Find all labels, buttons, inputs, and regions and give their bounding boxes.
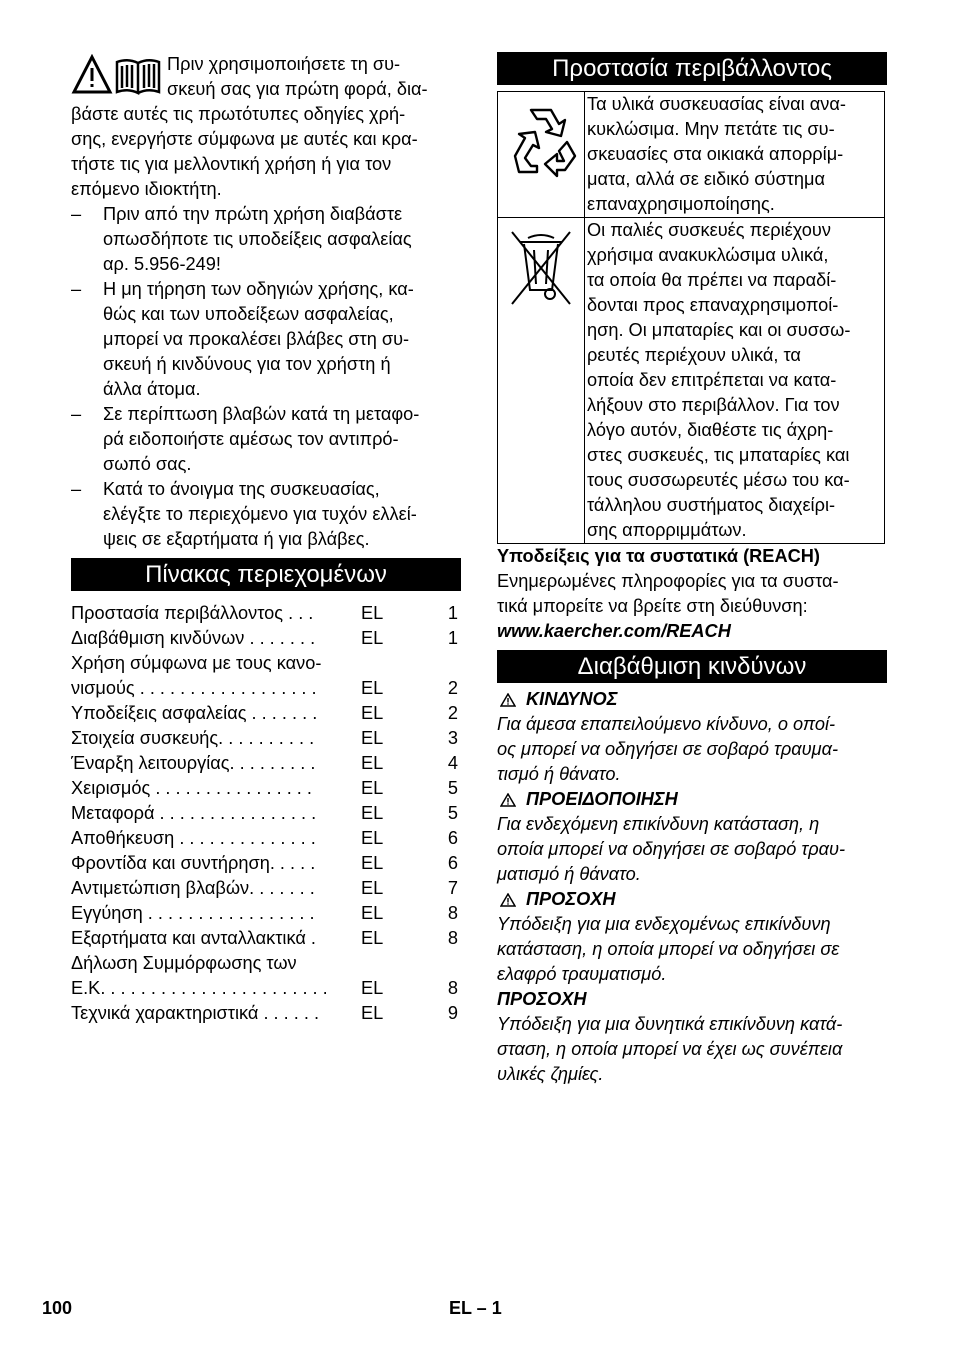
weee-icon-cell	[498, 218, 585, 544]
toc-row[interactable]	[71, 626, 461, 651]
toc-lang: EL	[361, 728, 384, 748]
warning-triangle-icon	[500, 893, 516, 907]
intro-paragraph: Πριν χρησιμοποιήσετε τη συ- σκευή σας για πρώτη φορά, δια- βάστε αυτές τις πρωτότυπες οδηγίες χρή- σης, ενεργήστε σύμφωνα με αυτές και κρα- τήστε τις για μελλοντική χρήση ή για τον επόμενο ιδιοκτήτη.	[71, 54, 428, 199]
toc-leader-dots: . . . . .	[269, 853, 316, 873]
toc-leader-dots: . . . . . . .	[244, 628, 316, 648]
environment-heading: Προστασία περιβάλλοντος	[497, 52, 887, 85]
toc-title: Δήλωση Συμμόρφωσης των Ε.Κ. . . . . . . . . . . . . . . . . . . . . . .	[71, 953, 328, 998]
toc-row[interactable]	[71, 1001, 461, 1026]
hazard-title: ΠΡΟΕΙΔΟΠΟΙΗΣΗ	[497, 787, 887, 812]
toc-page-number: 5	[447, 778, 458, 798]
warning-triangle-icon	[500, 693, 516, 707]
toc-title: Αντιμετώπιση βλαβών. . . . . . .	[71, 878, 315, 898]
toc-title: Έναρξη λειτουργίας. . . . . . . . .	[71, 753, 316, 773]
toc-title: Αποθήκευση . . . . . . . . . . . . . .	[71, 828, 316, 848]
hazard-item	[497, 687, 887, 787]
toc-row[interactable]	[71, 926, 461, 951]
toc-leader-dots: . . . . . . . . . . . . . . . . . .	[134, 678, 317, 698]
toc-title: Εγγύηση . . . . . . . . . . . . . . . . .	[71, 903, 315, 923]
toc-row[interactable]	[71, 901, 461, 926]
recycle-icon-cell	[498, 92, 585, 218]
hazard-item	[497, 987, 887, 1087]
warning-manual-icon	[71, 54, 161, 96]
toc-leader-dots: . . . . . . . . . . . . . . . .	[154, 803, 317, 823]
hazard-description: Υπόδειξη για μια ενδεχομένως επικίνδυνη κατάσταση, η οποία μπορεί να οδηγήσει σε ελαφρό τραυματισμό.	[497, 914, 840, 984]
toc-row[interactable]	[71, 801, 461, 826]
toc-lang: EL	[361, 678, 384, 698]
toc-leader-dots: . . . . . . . . . .	[218, 728, 315, 748]
toc-leader-dots: . . .	[283, 603, 314, 623]
toc-lang: EL	[361, 928, 384, 948]
bullet-item: – Σε περίπτωση βλαβών κατά τη μεταφο- ρά ειδοποιήστε αμέσως τον αντιπρό- σωπό σας.	[71, 404, 420, 474]
toc-title: Μεταφορά . . . . . . . . . . . . . . . .	[71, 803, 317, 823]
toc-leader-dots: . . . . . . . . . . . . . . . .	[150, 778, 312, 798]
hazard-levels	[497, 687, 887, 1087]
toc-row[interactable]	[71, 601, 461, 626]
right-column	[497, 52, 887, 1087]
toc-lang: EL	[361, 853, 384, 873]
toc-page-number: 8	[447, 978, 458, 998]
toc-row[interactable]	[71, 951, 461, 1001]
toc-title: Υποδείξεις ασφαλείας . . . . . . .	[71, 703, 318, 723]
toc-lang: EL	[361, 828, 384, 848]
toc-row[interactable]	[71, 876, 461, 901]
toc-page-number: 5	[447, 803, 458, 823]
toc-lang: EL	[361, 1003, 384, 1023]
toc-title: Τεχνικά χαρακτηριστικά . . . . . .	[71, 1003, 320, 1023]
toc-leader-dots: . . . . . . . . .	[229, 753, 316, 773]
hazard-title: ΠΡΟΣΟΧΗ	[497, 989, 587, 1009]
weee-text: Οι παλιές συσκευές περιέχουν χρήσιμα ανακυκλώσιμα υλικά, τα οποία θα πρέπει να παραδί- δονται προς επαναχρησιμοποί- ηση. Οι μπαταρίες και οι συσσω- ρευτές περιέχουν υλικά, τα οποία δεν επιτρέπεται να κατα- λήξουν στο περιβάλλον. Για τον λόγο αυτόν, διαθέστε τις άχρη- στες συσκευές, τις μπαταρίες και τους συσσωρευτές μέσω του κα- τάλληλου συστήματος διαχείρι- σης απορριμμάτων.	[585, 218, 885, 544]
toc-lang: EL	[361, 803, 384, 823]
toc-page-number: 4	[447, 753, 458, 773]
toc-page-number: 6	[447, 853, 458, 873]
hazards-heading: Διαβάθμιση κινδύνων	[497, 650, 887, 683]
recycle-icon	[501, 98, 581, 178]
hazard-title: ΚΙΝΔΥΝΟΣ	[497, 687, 887, 712]
toc-leader-dots: . . . . . . . . . . . . . . . . .	[142, 903, 315, 923]
hazard-item	[497, 787, 887, 887]
warning-triangle-icon	[74, 57, 110, 92]
hazard-description: Υπόδειξη για μια δυνητικά επικίνδυνη κατά- σταση, η οποία μπορεί να έχει ως συνέπεια υλικές ζημίες.	[497, 1014, 843, 1084]
intro-block	[71, 52, 461, 552]
left-column	[71, 52, 461, 1026]
reach-text: Ενημερωμένες πληροφορίες για τα συστα- τικά μπορείτε να βρείτε στη διεύθυνση:	[497, 571, 839, 616]
table-of-contents	[71, 601, 461, 1026]
toc-lang: EL	[361, 778, 384, 798]
toc-leader-dots: . . . . . . . . . . . . . . . . . . . . . .	[105, 978, 328, 998]
reach-block	[497, 544, 887, 644]
toc-page-number: 2	[447, 703, 458, 723]
manual-book-icon	[117, 60, 159, 93]
toc-title: Χειρισμός . . . . . . . . . . . . . . . .	[71, 778, 312, 798]
toc-page-number: 6	[447, 828, 458, 848]
reach-link[interactable]: www.kaercher.com/REACH	[497, 621, 731, 641]
toc-lang: EL	[361, 978, 384, 998]
environment-table	[497, 91, 885, 544]
toc-page-number: 8	[447, 903, 458, 923]
toc-row[interactable]	[71, 751, 461, 776]
toc-row[interactable]	[71, 851, 461, 876]
hazard-item	[497, 887, 887, 987]
hazard-description: Για άμεσα επαπειλούμενο κίνδυνο, ο οποί- ος μπορεί να οδηγήσει σε σοβαρό τραυμα- τισμό ή θάνατο.	[497, 714, 839, 784]
toc-lang: EL	[361, 628, 384, 648]
page-number: 100	[42, 1298, 73, 1318]
toc-leader-dots: . . . . . . .	[249, 878, 315, 898]
toc-page-number: 2	[447, 678, 458, 698]
intro-bullets	[71, 202, 461, 552]
toc-page-number: 9	[447, 1003, 458, 1023]
toc-page-number: 8	[447, 928, 458, 948]
toc-title: Φροντίδα και συντήρηση. . . . .	[71, 853, 316, 873]
bullet-item: – Πριν από την πρώτη χρήση διαβάστε οπωσδήποτε τις υποδείξεις ασφαλείας αρ. 5.956-249!	[71, 204, 412, 274]
toc-leader-dots: . . . . . . .	[246, 703, 318, 723]
toc-heading: Πίνακας περιεχομένων	[71, 558, 461, 591]
toc-page-number: 1	[447, 603, 458, 623]
toc-leader-dots: .	[305, 928, 316, 948]
warning-triangle-icon	[500, 793, 516, 807]
toc-page-number: 7	[447, 878, 458, 898]
reach-title: Υποδείξεις για τα συστατικά (REACH)	[497, 546, 820, 566]
toc-title: Χρήση σύμφωνα με τους κανο- νισμούς . . . . . . . . . . . . . . . . . .	[71, 653, 322, 698]
toc-page-number: 3	[447, 728, 458, 748]
toc-title: Διαβάθμιση κινδύνων . . . . . . .	[71, 628, 316, 648]
toc-title: Προστασία περιβάλλοντος . . .	[71, 603, 314, 623]
toc-row[interactable]	[71, 826, 461, 851]
toc-row[interactable]	[71, 776, 461, 801]
footer-lang-page: EL – 1	[449, 1298, 502, 1318]
toc-row[interactable]	[71, 651, 461, 701]
toc-leader-dots: . . . . . . . . . . . . . .	[174, 828, 316, 848]
toc-lang: EL	[361, 703, 384, 723]
toc-page-number: 1	[447, 628, 458, 648]
hazard-title: ΠΡΟΣΟΧΗ	[497, 887, 887, 912]
toc-row[interactable]	[71, 726, 461, 751]
toc-lang: EL	[361, 753, 384, 773]
toc-title: Στοιχεία συσκευής. . . . . . . . . .	[71, 728, 315, 748]
toc-lang: EL	[361, 903, 384, 923]
toc-title: Εξαρτήματα και ανταλλακτικά .	[71, 928, 316, 948]
toc-row[interactable]	[71, 701, 461, 726]
bullet-item: – Η μη τήρηση των οδηγιών χρήσης, κα- θώς και των υποδείξεων ασφαλείας, μπορεί να προκαλέσει βλάβες στη συ- σκευή ή κινδύνους για τον χρήστη ή άλλα άτομα.	[71, 279, 414, 399]
crossed-bin-icon	[506, 224, 576, 314]
toc-lang: EL	[361, 603, 384, 623]
recycle-text: Τα υλικά συσκευασίας είναι ανα- κυκλώσιμα. Μην πετάτε τις συ- σκευασίες στα οικιακά απορρίμ- ματα, αλλά σε ειδικό σύστημα επαναχρησιμοποίησης.	[585, 92, 885, 218]
toc-lang: EL	[361, 878, 384, 898]
toc-leader-dots: . . . . . .	[258, 1003, 320, 1023]
bullet-item: – Κατά το άνοιγμα της συσκευασίας, ελέγξτε το περιεχόμενο για τυχόν ελλεί- ψεις σε εξαρτήματα ή για βλάβες.	[71, 479, 417, 549]
hazard-description: Για ενδεχόμενη επικίνδυνη κατάσταση, η οποία μπορεί να οδηγήσει σε σοβαρό τραυ- ματισμό ή θάνατο.	[497, 814, 846, 884]
